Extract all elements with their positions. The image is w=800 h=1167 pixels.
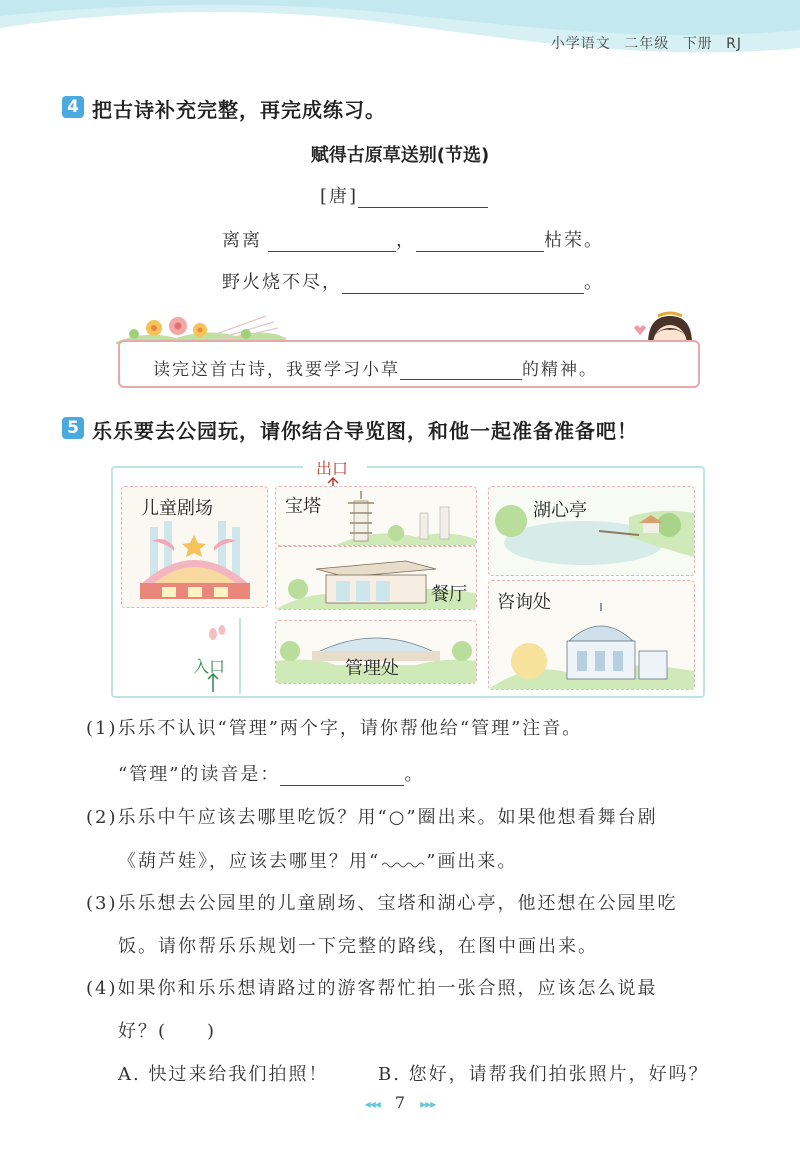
- entrance-arrow-icon: [206, 672, 220, 692]
- footprint-icon: [205, 620, 229, 644]
- header-grade: 二年级: [624, 36, 670, 52]
- sub1-answer-end: 。: [404, 764, 425, 785]
- lake-pavilion-icon: [489, 487, 694, 575]
- q5-title: 乐乐要去公园玩，请你结合导览图，和他一起准备准备吧！: [92, 419, 638, 443]
- sub-question-1: (1)乐乐不认识“管理”两个字，请你帮他给“管理”注音。: [86, 718, 583, 739]
- sub-question-3-line2: 饭。请你帮乐乐规划一下完整的路线，在图中画出来。: [118, 936, 598, 957]
- next-arrows-icon: ▸▸▸: [420, 1097, 436, 1111]
- header-subject: 小学语文: [550, 36, 611, 52]
- label-lake-pavilion: 湖心亭: [533, 500, 587, 521]
- label-management: 管理处: [345, 658, 399, 679]
- sub-question-4-line2: 好？( ): [118, 1021, 217, 1042]
- poem-line-1: [222, 226, 604, 252]
- panel-lake-pavilion[interactable]: [488, 486, 695, 576]
- entrance-path-line: [239, 618, 241, 694]
- option-b[interactable]: B. 您好，请帮我们拍张照片，好吗？: [378, 1064, 709, 1085]
- sub1-answer-prompt: “管理”的读音是：: [118, 764, 281, 785]
- sub-question-3-line1: (3)乐乐想去公园里的儿童剧场、宝塔和湖心亭，他还想在公园里吃: [86, 893, 678, 914]
- reflection-blank[interactable]: [400, 361, 522, 380]
- reflection-end: 的精神。: [522, 360, 598, 380]
- poem-author-line: [320, 182, 488, 208]
- poem-line2-blank[interactable]: [342, 273, 584, 294]
- option-a[interactable]: A. 快过来给我们拍照！: [118, 1064, 329, 1085]
- sub2-line2-start: 《葫芦娃》，应该去哪里？用“: [118, 851, 381, 872]
- label-pagoda: 宝塔: [285, 496, 321, 517]
- label-info-desk: 咨询处: [497, 592, 551, 613]
- theater-building-icon: [122, 517, 267, 607]
- poem-line1-start: 离离: [222, 230, 262, 251]
- pagoda-icon: [336, 489, 476, 545]
- header-edition: RJ: [726, 36, 742, 52]
- page-number-footer: [0, 1093, 800, 1112]
- poem-line1-blank1[interactable]: [268, 231, 396, 252]
- poem-line1-comma: ，: [396, 230, 416, 251]
- reflection-text: [153, 355, 598, 380]
- poem-line-2: [222, 268, 604, 294]
- reflection-start: 读完这首古诗，我要学习小草: [153, 360, 400, 380]
- q4-title: 把古诗补充完整，再完成练习。: [92, 98, 386, 122]
- sub2-line2-end: ”画出来。: [426, 851, 518, 872]
- page-number: 7: [394, 1093, 406, 1112]
- poem-line2-start: 野火烧不尽，: [222, 272, 342, 293]
- prev-arrows-icon: ◂◂◂: [364, 1097, 380, 1111]
- header-info: [551, 33, 742, 53]
- header-term: 下册: [682, 36, 713, 52]
- label-restaurant: 餐厅: [431, 584, 467, 605]
- poem-line1-end: 枯荣。: [544, 230, 604, 251]
- entrance-label: 入口: [193, 657, 226, 676]
- q5-number-badge: 5: [62, 417, 84, 439]
- sub-question-4-line1: (4)如果你和乐乐想请路过的游客帮忙拍一张合照，应该怎么说最: [86, 978, 658, 999]
- pinyin-blank[interactable]: [280, 765, 404, 786]
- sub-question-1-answer: [118, 760, 424, 786]
- poem-line2-end: 。: [584, 272, 604, 293]
- exit-label: 出口: [316, 459, 349, 478]
- poem-title: 赋得古原草送别(节选): [310, 145, 490, 166]
- wavy-line-icon: [380, 855, 426, 869]
- q4-number-badge: 4: [62, 96, 84, 118]
- sub-question-2-line2: [118, 847, 517, 873]
- author-blank[interactable]: [358, 187, 488, 208]
- park-map: [111, 459, 705, 698]
- label-children-theater: 儿童剧场: [141, 498, 213, 519]
- poem-line1-blank2[interactable]: [416, 231, 544, 252]
- sub-question-2-line1: (2)乐乐中午应该去哪里吃饭？用“○”圈出来。如果他想看舞台剧: [86, 807, 658, 828]
- poem-dynasty: [唐]: [320, 186, 359, 207]
